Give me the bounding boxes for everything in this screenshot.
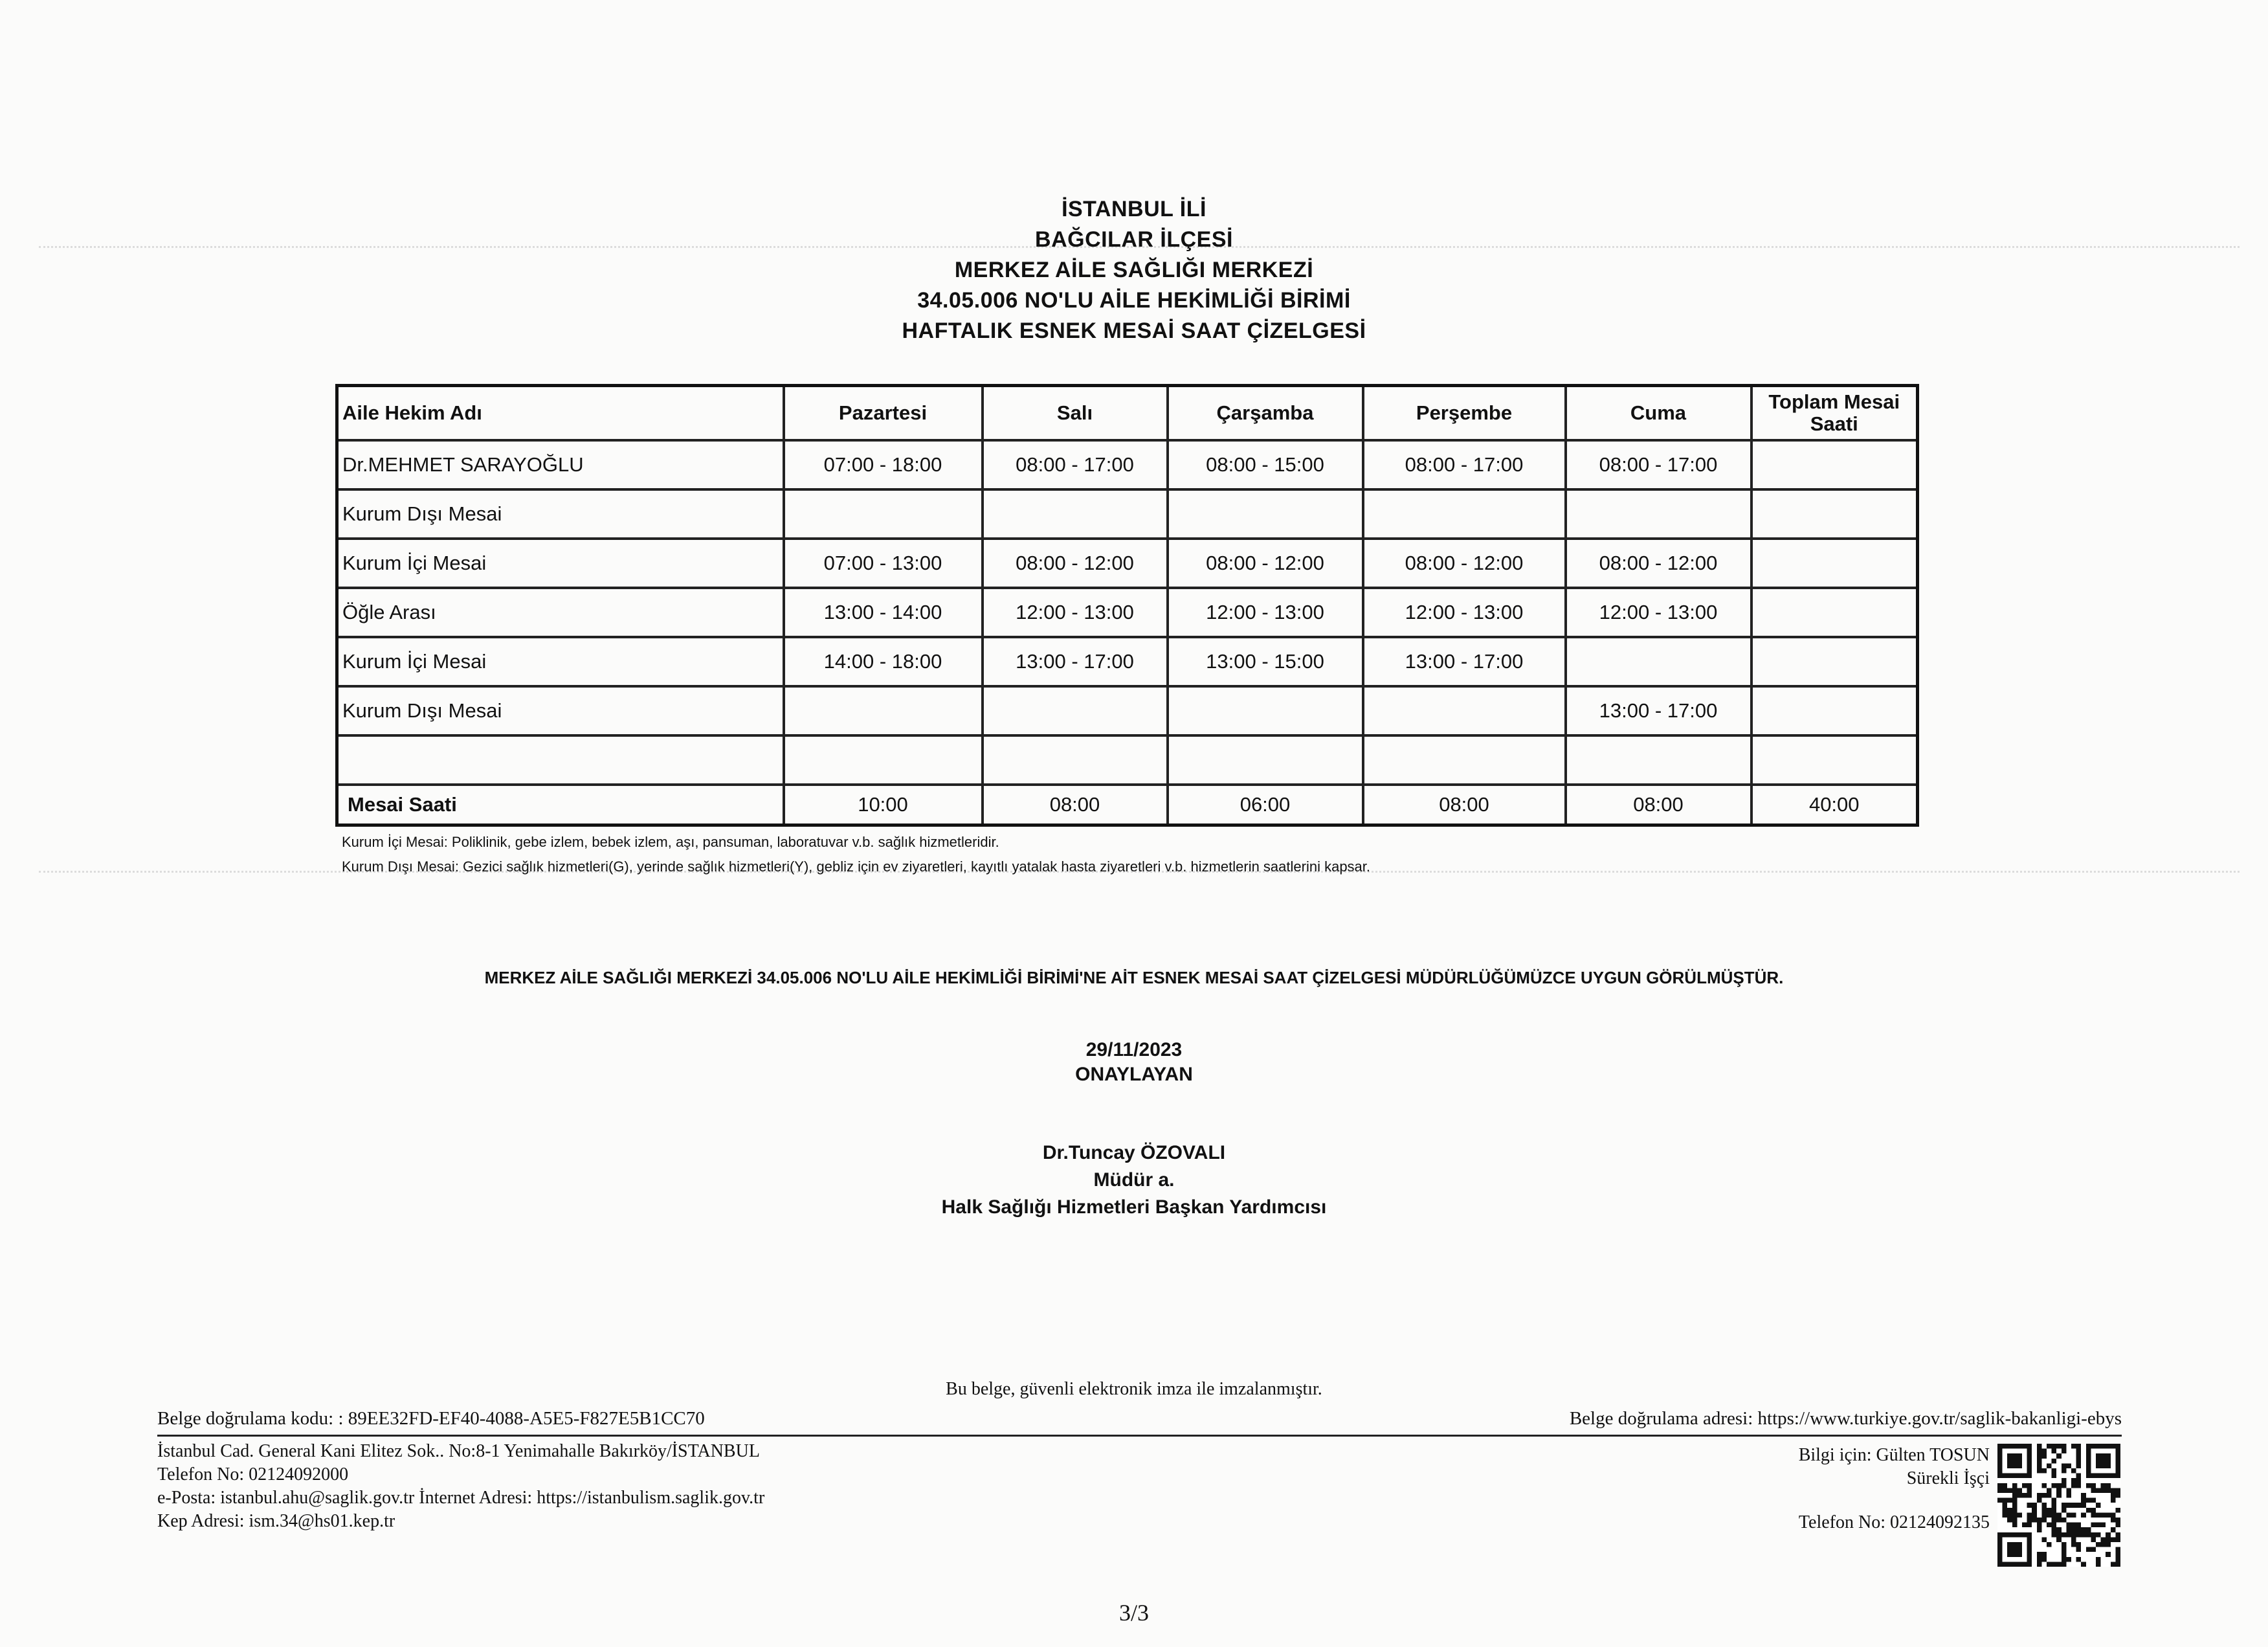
- total-cell: 08:00: [1566, 785, 1751, 825]
- total-cell: 08:00: [1363, 785, 1566, 825]
- approval-block: [0, 1038, 2268, 1087]
- address-line: e-Posta: istanbul.ahu@saglik.gov.tr İnternet Adresi: https://istanbulism.saglik.gov.tr: [157, 1488, 765, 1508]
- note-line: Kurum İçi Mesai: Poliklinik, gebe izlem, bebek izlem, aşı, pansuman, laboratuvar v.b. sağlık hizmetleridir.: [342, 834, 999, 850]
- row-label: Kurum İçi Mesai: [337, 637, 784, 686]
- table-cell: [983, 489, 1168, 539]
- table-row: [337, 588, 1918, 637]
- table-cell: 08:00 - 12:00: [1168, 539, 1363, 588]
- signer-position: Halk Sağlığı Hizmetleri Başkan Yardımcısı: [941, 1196, 1327, 1218]
- table-cell: [983, 686, 1168, 735]
- header-line: BAĞCILAR İLÇESİ: [1035, 227, 1233, 252]
- table-cell: 12:00 - 13:00: [1168, 588, 1363, 637]
- schedule-table: [335, 384, 1919, 827]
- total-cell: 40:00: [1751, 785, 1918, 825]
- column-header: Salı: [983, 386, 1168, 441]
- table-cell: 08:00 - 12:00: [1363, 539, 1566, 588]
- table-cell: [1751, 588, 1918, 637]
- table-cell: [1751, 637, 1918, 686]
- approver-title: ONAYLAYAN: [1075, 1064, 1193, 1085]
- table-cell: [1168, 489, 1363, 539]
- table-row: [337, 686, 1918, 735]
- table-cell: 07:00 - 13:00: [784, 539, 983, 588]
- table-row: [337, 637, 1918, 686]
- header-line: MERKEZ AİLE SAĞLIĞI MERKEZİ: [954, 258, 1314, 282]
- header-line: İSTANBUL İLİ: [1062, 197, 1206, 221]
- row-label: Öğle Arası: [337, 588, 784, 637]
- table-cell: 08:00 - 12:00: [983, 539, 1168, 588]
- page-number: 3/3: [1118, 1600, 1149, 1626]
- table-cell: 14:00 - 18:00: [784, 637, 983, 686]
- address-line: Telefon No: 02124092000: [157, 1464, 349, 1485]
- table-cell: 08:00 - 17:00: [1566, 440, 1751, 489]
- column-header: Perşembe: [1363, 386, 1566, 441]
- note-line: Kurum Dışı Mesai: Gezici sağlık hizmetleri(G), yerinde sağlık hizmetleri(Y), gebliz için ev ziyaretleri, kayıtlı yatalak hasta ziyaretleri v.b. hizmetlerin saatlerini kapsar.: [342, 858, 1371, 875]
- table-cell: [784, 735, 983, 785]
- table-row: [337, 735, 1918, 785]
- row-label: Kurum Dışı Mesai: [337, 489, 784, 539]
- column-header: Pazartesi: [784, 386, 983, 441]
- table-cell: 08:00 - 15:00: [1168, 440, 1363, 489]
- column-header: Cuma: [1566, 386, 1751, 441]
- total-cell: 10:00: [784, 785, 983, 825]
- table-cell: [1363, 686, 1566, 735]
- table-cell: [1566, 735, 1751, 785]
- table-notes: [342, 830, 1370, 879]
- row-label: Kurum Dışı Mesai: [337, 686, 784, 735]
- table-cell: 07:00 - 18:00: [784, 440, 983, 489]
- table-cell: 13:00 - 17:00: [983, 637, 1168, 686]
- approval-statement: MERKEZ AİLE SAĞLIĞI MERKEZİ 34.05.006 NO'LU AİLE HEKİMLİĞİ BİRİMİ'NE AİT ESNEK MESAİ SAAT ÇİZELGESİ MÜDÜRLÜĞÜMÜZCE UYGUN GÖRÜLMÜŞTÜR.: [484, 968, 1784, 987]
- approval-date: 29/11/2023: [1085, 1039, 1183, 1060]
- total-label: Mesai Saati: [337, 785, 784, 825]
- header-line: 34.05.006 NO'LU AİLE HEKİMLİĞİ BİRİMİ: [917, 288, 1351, 313]
- document-header: [0, 194, 2268, 346]
- table-row: [337, 489, 1918, 539]
- contact-phone: Telefon No: 02124092135: [1798, 1512, 1990, 1532]
- total-row: [337, 785, 1918, 825]
- row-label: Dr.MEHMET SARAYOĞLU: [337, 440, 784, 489]
- table-cell: 12:00 - 13:00: [983, 588, 1168, 637]
- table-cell: [1168, 735, 1363, 785]
- table-cell: [983, 735, 1168, 785]
- esign-note: Bu belge, güvenli elektronik imza ile imzalanmıştır.: [946, 1379, 1322, 1399]
- table-cell: 13:00 - 17:00: [1363, 637, 1566, 686]
- table-cell: 08:00 - 17:00: [983, 440, 1168, 489]
- table-cell: [1168, 686, 1363, 735]
- footer-contact: [1799, 1444, 1990, 1490]
- table-header-row: [337, 386, 1918, 441]
- column-header: Aile Hekim Adı: [337, 386, 784, 441]
- table-cell: [1566, 637, 1751, 686]
- table-cell: 08:00 - 12:00: [1566, 539, 1751, 588]
- footer-divider: [157, 1435, 2122, 1437]
- table-cell: 08:00 - 17:00: [1363, 440, 1566, 489]
- qr-code-icon: [1997, 1444, 2120, 1567]
- table-cell: [784, 489, 983, 539]
- column-header: Toplam Mesai Saati: [1751, 386, 1918, 441]
- contact-line: Sürekli İşçi: [1906, 1468, 1990, 1488]
- row-label: Kurum İçi Mesai: [337, 539, 784, 588]
- verification-code: Belge doğrulama kodu: : 89EE32FD-EF40-4088-A5E5-F827E5B1CC70: [157, 1408, 705, 1429]
- signer-block: [0, 1139, 2268, 1221]
- table-cell: [784, 686, 983, 735]
- table-cell: 13:00 - 17:00: [1566, 686, 1751, 735]
- table-cell: [1751, 686, 1918, 735]
- table-cell: [1751, 539, 1918, 588]
- table-cell: 12:00 - 13:00: [1566, 588, 1751, 637]
- table-cell: [1751, 440, 1918, 489]
- table-cell: [1566, 489, 1751, 539]
- total-cell: 08:00: [983, 785, 1168, 825]
- table-cell: 13:00 - 15:00: [1168, 637, 1363, 686]
- table-row: [337, 440, 1918, 489]
- address-line: İstanbul Cad. General Kani Elitez Sok.. No:8-1 Yenimahalle Bakırköy/İSTANBUL: [157, 1441, 760, 1461]
- footer-address: [157, 1440, 764, 1533]
- table-cell: [1751, 735, 1918, 785]
- table-cell: [1363, 489, 1566, 539]
- table-row: [337, 539, 1918, 588]
- row-label: [337, 735, 784, 785]
- column-header: Çarşamba: [1168, 386, 1363, 441]
- contact-line: Bilgi için: Gülten TOSUN: [1798, 1445, 1990, 1465]
- table-cell: 12:00 - 13:00: [1363, 588, 1566, 637]
- verification-address[interactable]: Belge doğrulama adresi: https://www.turkiye.gov.tr/saglik-bakanligi-ebys: [1569, 1408, 2122, 1429]
- table-cell: [1751, 489, 1918, 539]
- header-line: HAFTALIK ESNEK MESAİ SAAT ÇİZELGESİ: [902, 319, 1366, 343]
- signer-role: Müdür a.: [1093, 1169, 1175, 1191]
- table-cell: [1363, 735, 1566, 785]
- total-cell: 06:00: [1168, 785, 1363, 825]
- signer-name: Dr.Tuncay ÖZOVALI: [1042, 1142, 1226, 1163]
- address-line: Kep Adresi: ism.34@hs01.kep.tr: [157, 1511, 395, 1531]
- table-cell: 13:00 - 14:00: [784, 588, 983, 637]
